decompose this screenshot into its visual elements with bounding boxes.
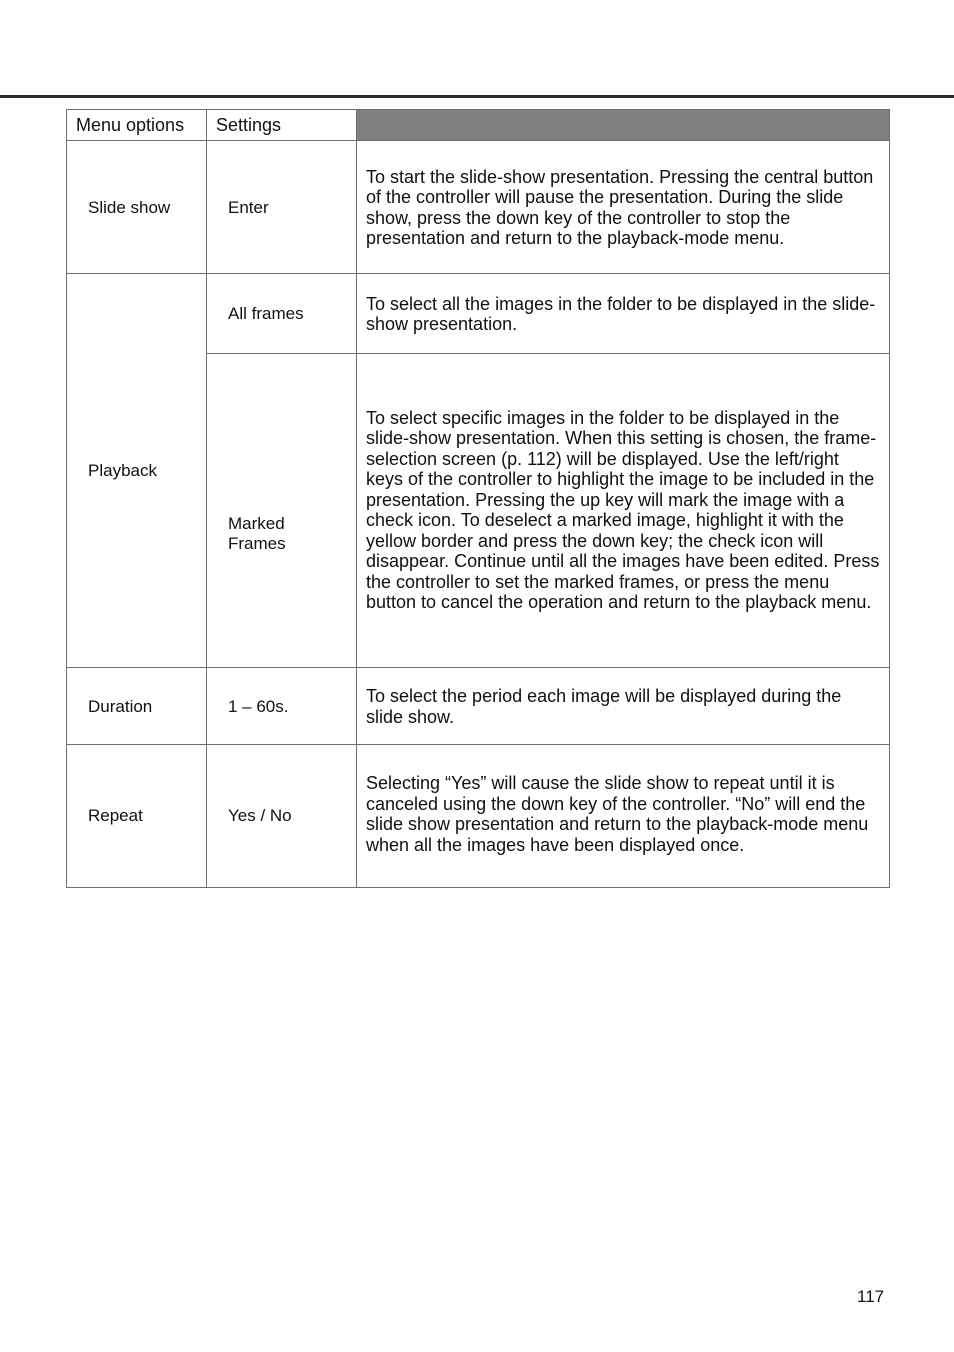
header-menu-options-label: Menu options (76, 115, 185, 135)
setting-value: All frames (228, 304, 304, 323)
row-duration-menu (66, 667, 208, 746)
menu-option-label: Duration (88, 696, 153, 716)
header-description (356, 109, 890, 142)
header-settings-label: Settings (216, 115, 282, 135)
setting-description: To select specific images in the folder to be displayed in the slide-show presentation. When this setting is chosen, the frame-selection screen (p. 112) will be displayed. Use the left/right keys of the controller to highlight the image to be included in the presentation. Pressing the up key will mark the image with a check icon. To deselect a marked image, highlight it with the yellow border and press the down key; the check icon will disappear. Continue until all the images have been edited. Press the controller to set the marked frames, or press the menu button to cancel the operation and return to the playback menu. (366, 407, 880, 612)
setting-value: Marked Frames (228, 514, 286, 553)
setting-description: To select all the images in the folder to be displayed in the slide-show presentation. (366, 293, 876, 334)
row-duration-description (356, 667, 890, 746)
menu-settings-table (66, 109, 890, 888)
page-number: 117 (857, 1287, 885, 1306)
setting-description: To select the period each image will be displayed during the slide show. (366, 686, 842, 727)
menu-option-label: Playback (88, 461, 157, 480)
row-slide-show-setting (206, 140, 358, 275)
setting-value: Enter (228, 197, 269, 217)
row-playback-all-frames-setting (206, 273, 358, 355)
setting-description: To start the slide-show presentation. Pressing the central button of the controller will pause the presentation. During the slide show, press the down key of the controller to stop the presentation and return to the playback-mode menu. (366, 166, 874, 248)
menu-option-label: Slide show (88, 197, 171, 217)
row-slide-show-description (356, 140, 890, 275)
row-repeat-menu (66, 744, 208, 888)
row-repeat-setting (206, 744, 358, 888)
menu-option-label: Repeat (88, 806, 143, 825)
row-repeat-description (356, 744, 890, 888)
row-slide-show-menu (66, 140, 208, 275)
setting-value: Yes / No (228, 806, 292, 825)
row-playback-menu (66, 273, 208, 669)
header-settings (206, 109, 358, 142)
header-menu-options (66, 109, 208, 142)
row-playback-marked-frames-setting (206, 353, 358, 669)
setting-description: Selecting “Yes” will cause the slide show to repeat until it is canceled using the down key of the controller. “No” will end the slide show presentation and return to the playback-mode menu when all the images have been displayed once. (366, 773, 869, 855)
row-duration-setting (206, 667, 358, 746)
setting-value: 1 – 60s. (228, 696, 289, 716)
row-playback-all-frames-description (356, 273, 890, 355)
top-rule (0, 95, 954, 98)
row-playback-marked-frames-description (356, 353, 890, 669)
